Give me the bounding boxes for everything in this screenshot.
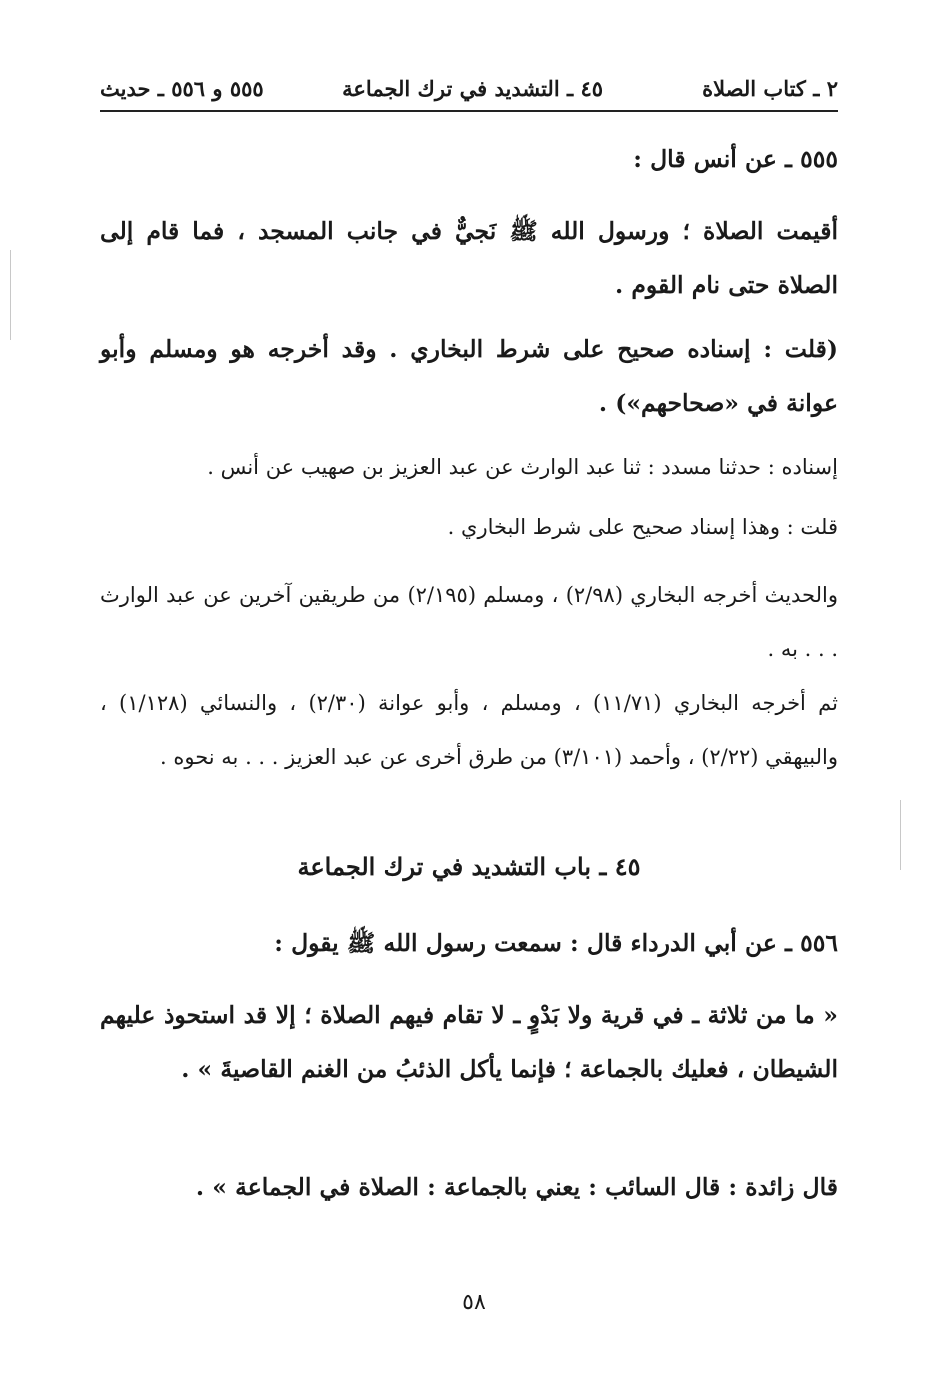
- hadith-555-verdict: (قلت : إسناده صحيح على شرط البخاري . وقد أخرجه هو ومسلم وأبو عوانة في «صحاحهم») .: [100, 335, 838, 417]
- scan-edge-mark: [10, 250, 11, 340]
- hadith-555-isnad: إسناده : حدثنا مسدد : ثنا عبد الوارث عن عبد العزيز بن صهيب عن أنس .: [207, 455, 838, 479]
- hadith-555-intro: ٥٥٥ ـ عن أنس قال :: [633, 145, 838, 173]
- hadith-556-comment: قال زائدة : قال السائب : يعني بالجماعة : الصلاة في الجماعة » .: [195, 1173, 838, 1201]
- page-number: ٥٨: [462, 1290, 486, 1315]
- header-hadith-range: ٥٥٥ و ٥٥٦ ـ حديث: [100, 76, 264, 101]
- chapter-heading: ٤٥ ـ باب التشديد في ترك الجماعة: [297, 852, 641, 881]
- hadith-555-text: أقيمت الصلاة ؛ ورسول الله ﷺ نَجيٌّ في جانب المسجد ، فما قام إلى الصلاة حتى نام القوم .: [100, 217, 838, 299]
- hadith-556-text: « ما من ثلاثة ـ في قرية ولا بَدْوٍ ـ لا تقام فيهم الصلاة ؛ إلا قد استحوذ عليهم الشيطان ، فعليك بالجماعة ؛ فإنما يأكل الذئبُ من الغنم القاصيةَ » .: [100, 1001, 838, 1083]
- header-chapter: ٢ ـ كتاب الصلاة: [702, 76, 838, 101]
- header-section: ٤٥ ـ التشديد في ترك الجماعة: [342, 76, 603, 101]
- hadith-555-note: قلت : وهذا إسناد صحيح على شرط البخاري .: [447, 515, 838, 539]
- running-header: [100, 72, 838, 106]
- hadith-555-takhrij: والحديث أخرجه البخاري (٢/٩٨) ، ومسلم (٢/١٩٥) من طريقين آخرين عن عبد الوارث . . . به .: [100, 583, 838, 661]
- scan-edge-mark: [900, 800, 901, 870]
- hadith-555-takhrij-more: ثم أخرجه البخاري (١١/٧١) ، ومسلم ، وأبو عوانة (٢/٣٠) ، والنسائي (١/١٢٨) ، والبيهقي (٢/٢٢) ، وأحمد (٣/١٠١) من طرق أخرى عن عبد العزيز . . . به نحوه .: [100, 691, 838, 769]
- header-rule: [100, 110, 838, 112]
- hadith-556-intro: ٥٥٦ ـ عن أبي الدرداء قال : سمعت رسول الله ﷺ يقول :: [274, 929, 838, 957]
